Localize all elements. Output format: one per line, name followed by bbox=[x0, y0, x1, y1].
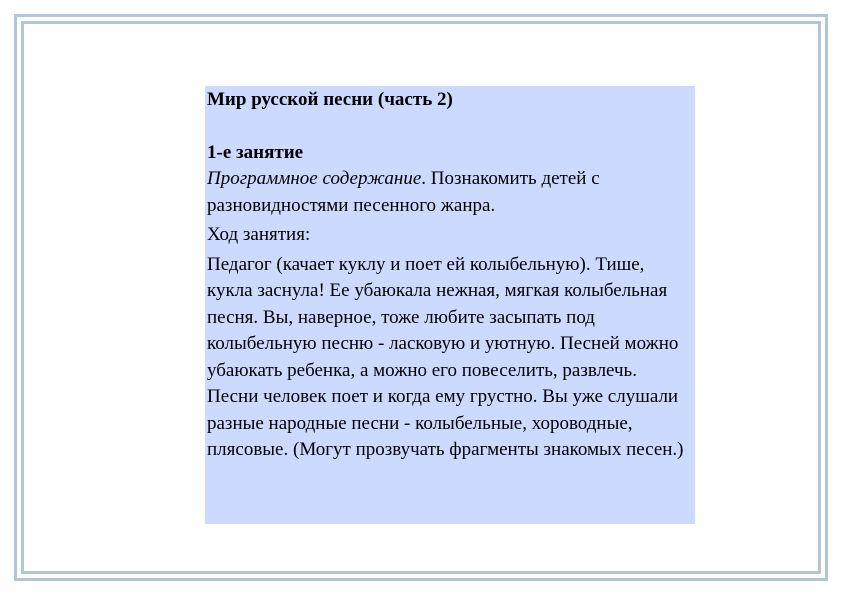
program-text: . Познакомить детей с разновидностями песенного жанра. bbox=[207, 168, 600, 216]
body-paragraph: Педагог (качает куклу и поет ей колыбельную). Тише, кукла заснула! Ее убаюкала нежная, мягкая колыбельная песня. Вы, наверное, тоже любите засыпать под колыбельную песню - ласковую и уютную. Песней можно убаюкать ребенка, а можно его повеселить, развлечь. Песни человек поет и когда ему грустно. Вы уже слушали разные народные песни - колыбельные, хороводные, плясовые. (Могут прозвучать фрагменты знакомых песен.) bbox=[207, 253, 684, 460]
lesson-heading: 1-е занятие bbox=[207, 141, 304, 163]
process-label: Ход занятия: bbox=[207, 224, 311, 245]
document-title: Мир русской песни (часть 2) bbox=[207, 89, 453, 110]
program-label: Программное содержание bbox=[207, 168, 422, 189]
spacer bbox=[207, 114, 693, 140]
text-block bbox=[205, 86, 695, 524]
program-paragraph bbox=[207, 166, 693, 219]
